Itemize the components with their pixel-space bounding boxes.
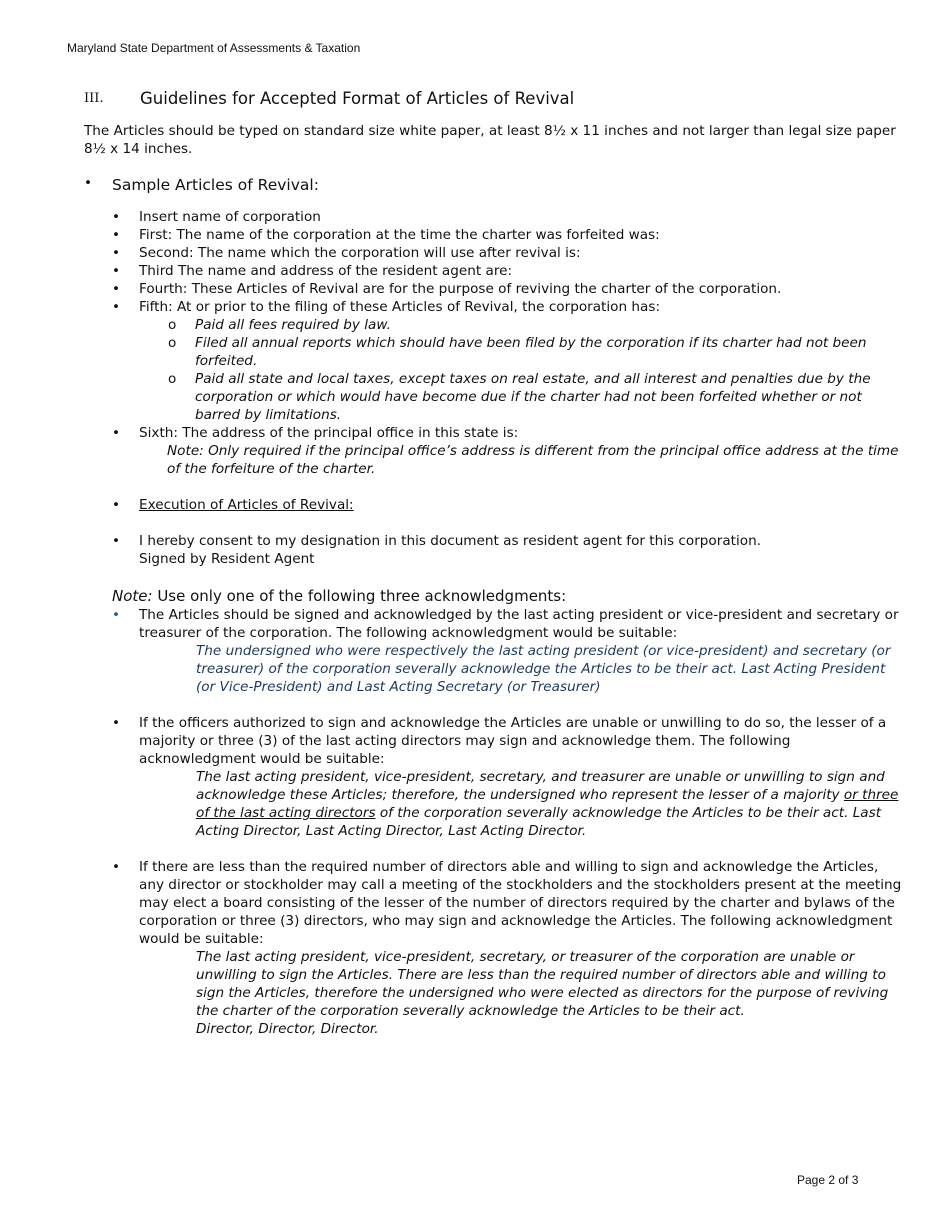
acknowledgment-item-1 (112, 606, 906, 714)
list-item: • First: The name of the corporation at the time the charter was forfeited was: (112, 226, 906, 244)
ack3-text: If there are less than the required number of directors able and willing to sign and acknowledge the Articles, any director or stockholder may call a meeting of the stockholders and the stockholders present at the meeting may elect a board consisting of the lesser of the number of directors required by the charter and bylaws of the corporation or three (3) directors, who may sign and acknowledge the Articles. The following acknowledgment would be suitable: (139, 859, 902, 947)
signed-text: Signed by Resident Agent (139, 551, 315, 567)
list-item-sixth (112, 424, 906, 496)
list-item-execution (112, 496, 906, 532)
main-list (84, 174, 906, 208)
ack1-text: The Articles should be signed and acknowledged by the last acting president or vice-president and secretary or treasurer of the corporation. The following acknowledgment would be suitable: (139, 607, 899, 641)
list-item: • Third The name and address of the resident agent are: (112, 262, 906, 280)
ack3-quote (139, 948, 906, 1038)
document-body (84, 88, 906, 1038)
list-item: • Insert name of corporation (112, 208, 906, 226)
list-item: • Fourth: These Articles of Revival are for the purpose of reviving the charter of the corporation. (112, 280, 906, 298)
section-heading (84, 88, 906, 110)
list-item: o Paid all state and local taxes, except taxes on real estate, and all interest and penalties due by the corporation or which would have become due if the charter had not been forfeited whether or not barred by limitations. (168, 370, 906, 424)
section-title: Guidelines for Accepted Format of Articles of Revival (140, 89, 575, 108)
note-text: Use only one of the following three acknowledgments: (152, 587, 567, 605)
ack1-quote: The undersigned who were respectively the last acting president (or vice-president) and secretary (or treasurer) of the corporation severally acknowledge the Articles to be their act. Last Acting President (or Vice-President) and Last Acting Secretary (or Treasurer) (196, 643, 891, 695)
list-item: o Filed all annual reports which should have been filed by the corporation if its charter had not been forfeited. (168, 334, 906, 370)
acknowledgment-item-2 (112, 714, 906, 858)
execution-heading: Execution of Articles of Revival: (139, 497, 354, 513)
consent-text: I hereby consent to my designation in this document as resident agent for this corporation. (139, 533, 762, 549)
acknowledgment-note (112, 586, 906, 606)
note-label: Note: (112, 587, 153, 605)
list-item-consent (112, 532, 906, 586)
sixth-note: Note: Only required if the principal office’s address is different from the principal office address at the time of the forfeiture of the charter. (167, 443, 899, 477)
ack2-quote-part-b: of the corporation severally acknowledge the Articles to be their act. Last Acting Director, Last Acting Director, Last Acting Director. (196, 805, 882, 839)
list-item-fifth (112, 298, 906, 424)
ack2-quote (139, 768, 906, 840)
ack2-quote-underlined: or three of the last acting directors (196, 787, 899, 821)
sample-articles-item (84, 174, 906, 208)
page-number: Page 2 of 3 (797, 1173, 859, 1187)
paper-size-paragraph: The Articles should be typed on standard size white paper, at least 8½ x 11 inches and not larger than legal size paper 8½ x 14 inches. (84, 123, 896, 157)
list-item: o Paid all fees required by law. (168, 316, 906, 334)
ack2-text: If the officers authorized to sign and acknowledge the Articles are unable or unwilling to do so, the lesser of a majority or three (3) of the last acting directors may sign and acknowledge them. The following acknowledgment would be suitable: (139, 715, 887, 767)
ack3-quote-text: The last acting president, vice-president, secretary, or treasurer of the corporation are unable or unwilling to sign the Articles. There are less than the required number of directors able and willing to sign the Articles, therefore the undersigned who were elected as directors for the purpose of reviving the charter of the corporation severally acknowledge the Articles to be their act. (196, 949, 889, 1019)
sample-articles-title: • Sample Articles of Revival: (112, 176, 319, 194)
ack2-quote-part-a: The last acting president, vice-president, secretary, and treasurer are unable or unwilling to sign and acknowledge these Articles; therefore, the undersigned who represent the lesser of a majority (196, 769, 885, 803)
list-item: • Second: The name which the corporation will use after revival is: (112, 244, 906, 262)
ack3-signatures: Director, Director, Director. (196, 1021, 379, 1037)
sample-articles-list (112, 208, 906, 586)
acknowledgment-list (112, 606, 906, 1038)
sixth-text: Sixth: The address of the principal office in this state is: (139, 425, 519, 441)
fifth-text: Fifth: At or prior to the filing of these Articles of Revival, the corporation has: (139, 299, 661, 315)
page-header: Maryland State Department of Assessments & Taxation (67, 41, 361, 55)
fifth-sublist (168, 316, 906, 424)
section-number: III. (84, 91, 104, 106)
acknowledgment-item-3 (112, 858, 906, 1038)
